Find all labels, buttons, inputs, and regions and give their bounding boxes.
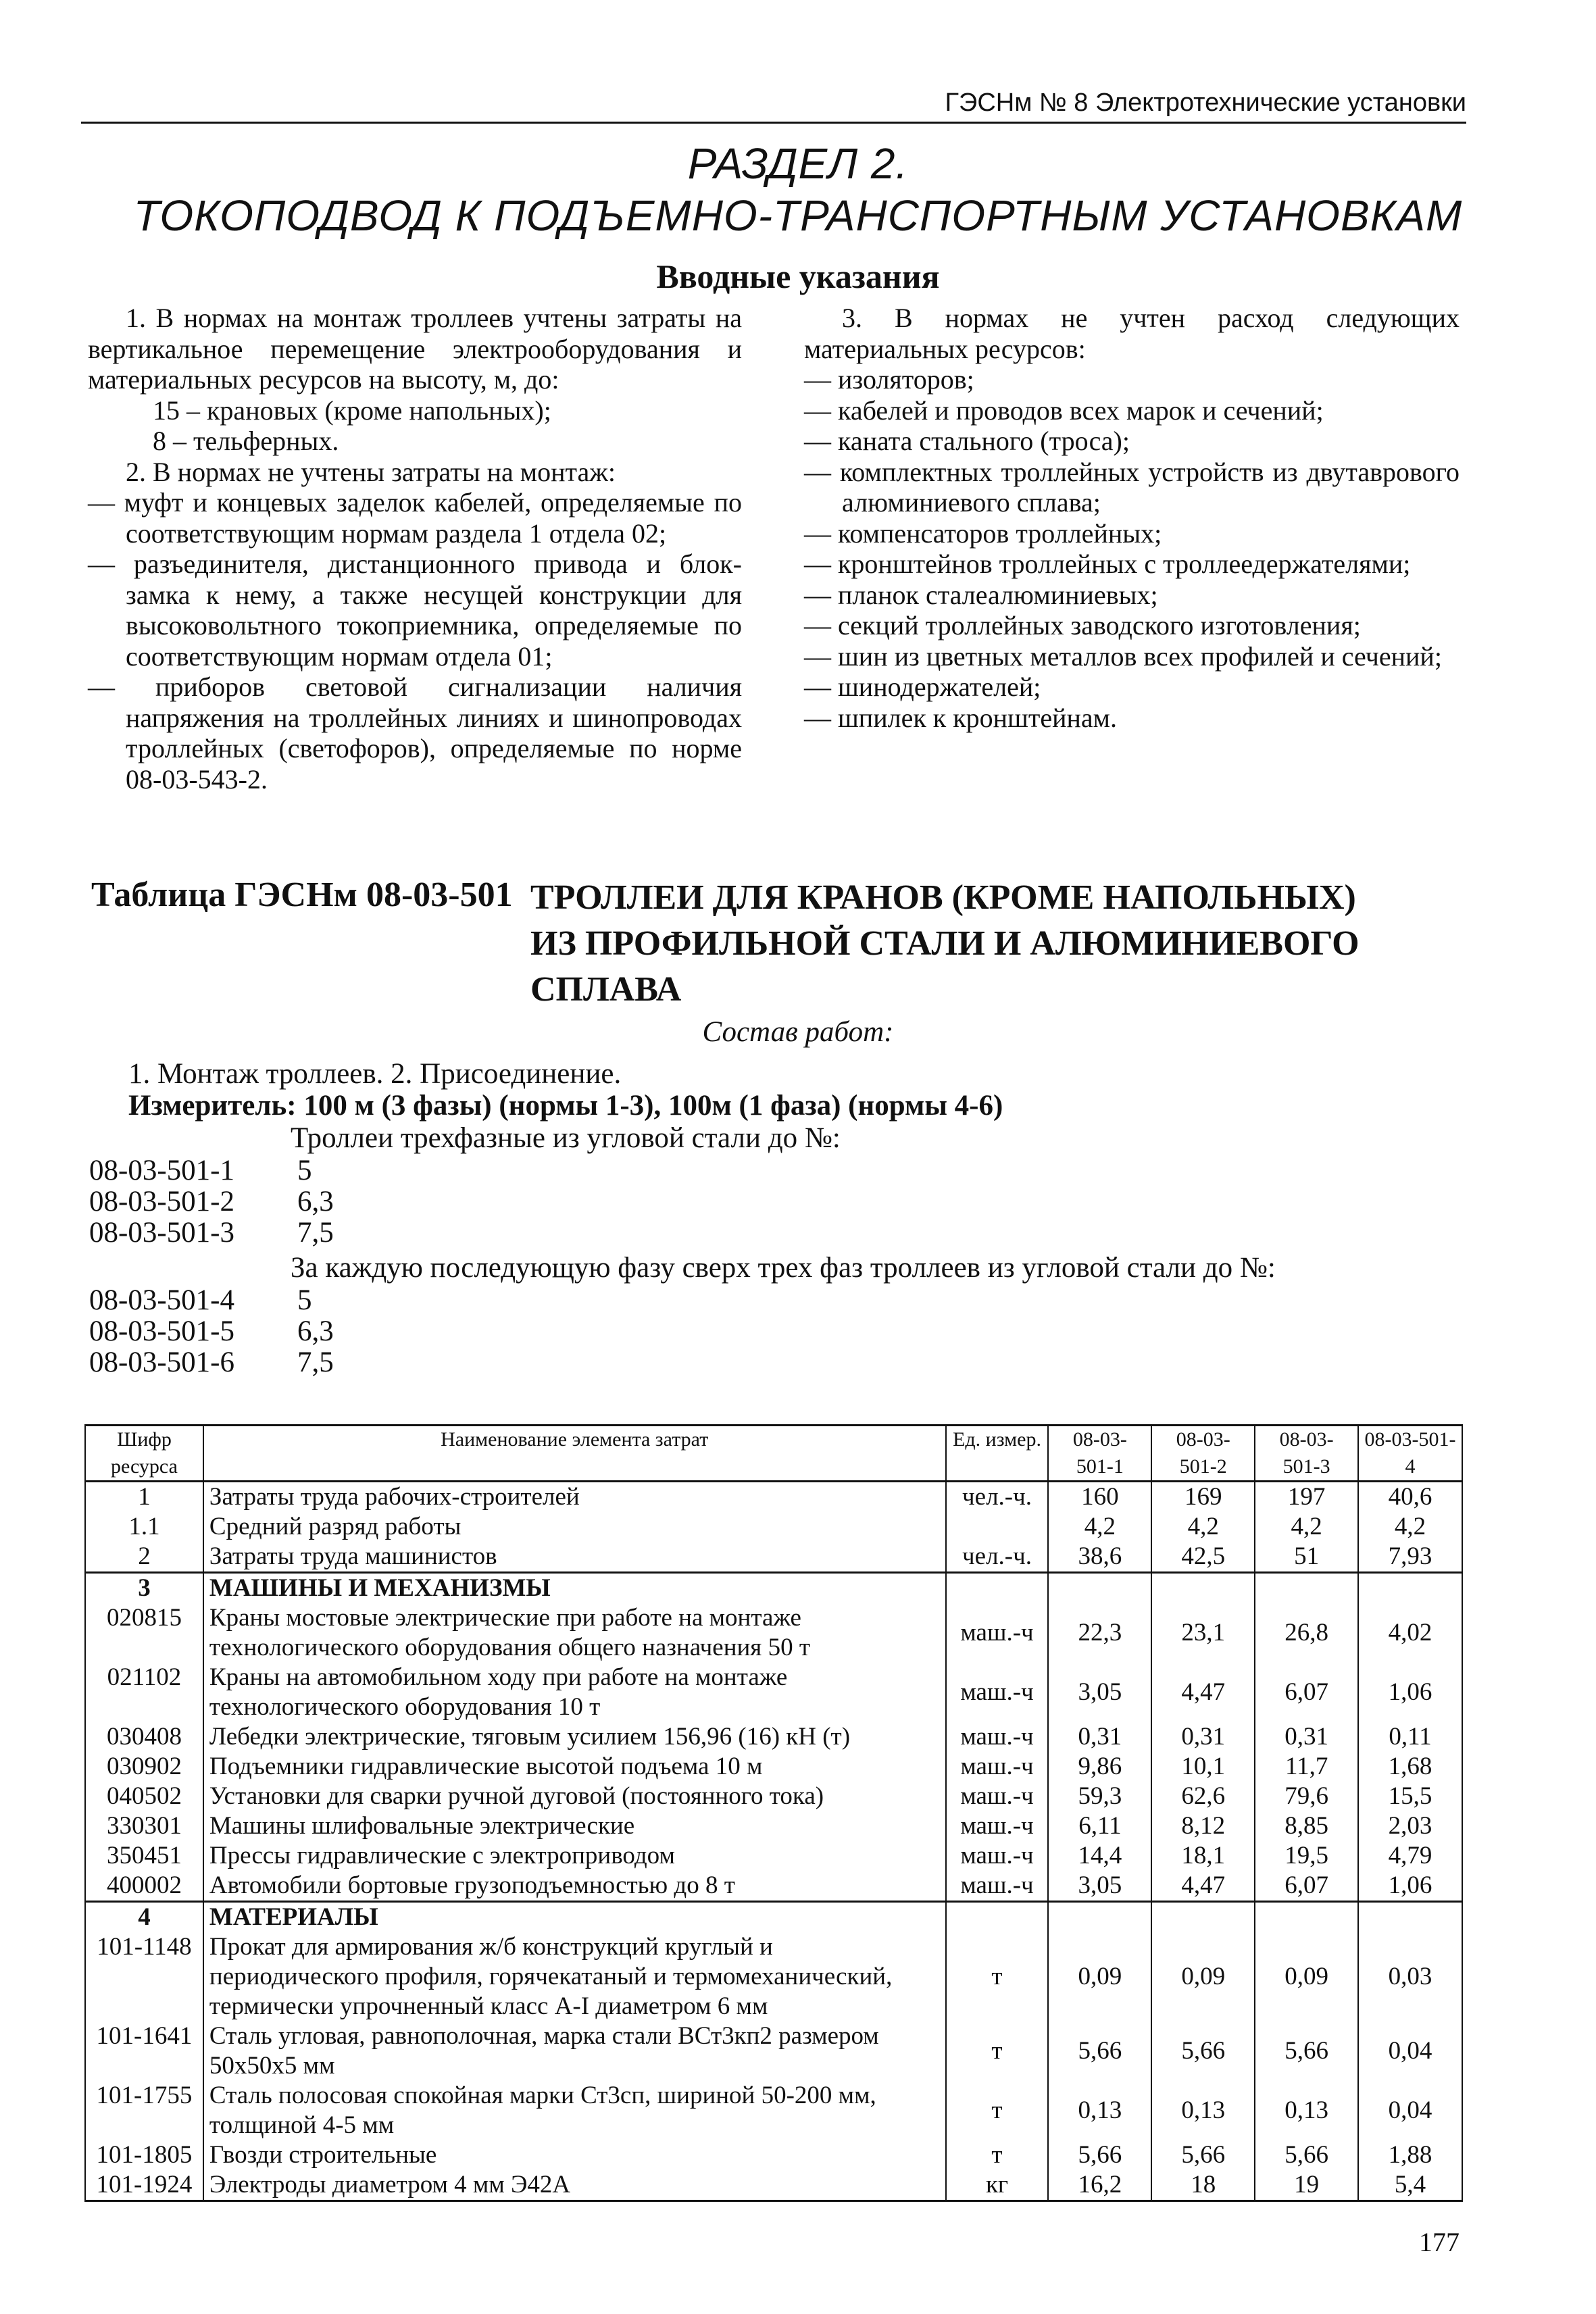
cell-value: 4,2 xyxy=(1048,1512,1151,1542)
intro-heading: Вводные указания xyxy=(656,257,940,295)
table-row xyxy=(85,1811,1462,1841)
cell-value: 0,11 xyxy=(1358,1722,1462,1752)
resource-table xyxy=(84,1424,1463,2202)
section-subtitle: ТОКОПОДВОД К ПОДЪЕМНО-ТРАНСПОРТНЫМ УСТАНОВКАМ xyxy=(133,191,1463,240)
cell-unit: чел.-ч. xyxy=(946,1542,1049,1573)
table-title: ТРОЛЛЕИ ДЛЯ КРАНОВ (КРОМЕ НАПОЛЬНЫХ) ИЗ ПРОФИЛЬНОЙ СТАЛИ И АЛЮМИНИЕВОГО СПЛАВА xyxy=(530,878,1360,1009)
norm-code: 08-03-501-4 xyxy=(89,1284,234,1316)
cell-value: 4,2 xyxy=(1151,1512,1255,1542)
col-header-c4: 08-03-501-4 xyxy=(1358,1426,1462,1482)
cell-value: 4,47 xyxy=(1151,1663,1255,1722)
cell-unit xyxy=(946,1512,1049,1542)
cell-value: 6,11 xyxy=(1048,1811,1151,1841)
material-exclusion-item: — шин из цветных металлов всех профилей и сечений; xyxy=(804,640,1442,672)
norm-size-value: 6,3 xyxy=(297,1315,334,1347)
cell-name: Гвозди строительные xyxy=(203,2140,946,2170)
table-row xyxy=(85,1603,1462,1663)
cell-code: 030902 xyxy=(85,1752,203,1782)
cell-value xyxy=(1358,1902,1462,1933)
cell-unit: т xyxy=(946,2021,1049,2081)
table-row xyxy=(85,2081,1462,2140)
cell-unit: маш.-ч xyxy=(946,1663,1049,1722)
cell-value: 10,1 xyxy=(1151,1752,1255,1782)
cell-name: МАШИНЫ И МЕХАНИЗМЫ xyxy=(203,1573,946,1604)
meter-line: Измеритель: 100 м (3 фазы) (нормы 1-3), 100м (1 фаза) (нормы 4-6) xyxy=(128,1090,1003,1122)
cell-value: 51 xyxy=(1255,1542,1358,1573)
norm-size-value: 5 xyxy=(297,1284,312,1316)
paragraph-1a: 15 – крановых (кроме напольных); xyxy=(153,395,551,426)
cell-value xyxy=(1048,1573,1151,1604)
cell-code: 101-1641 xyxy=(85,2021,203,2081)
cell-value: 6,07 xyxy=(1255,1663,1358,1722)
cell-value: 42,5 xyxy=(1151,1542,1255,1573)
cell-code: 030408 xyxy=(85,1722,203,1752)
material-exclusion-item: — шпилек к кронштейнам. xyxy=(804,702,1117,733)
cell-value xyxy=(1358,1573,1462,1604)
cell-code: 1 xyxy=(85,1482,203,1513)
cell-value: 14,4 xyxy=(1048,1841,1151,1871)
cell-value: 22,3 xyxy=(1048,1603,1151,1663)
cell-name: Сталь полосовая спокойная марки Ст3сп, шириной 50-200 мм, толщиной 4-5 мм xyxy=(203,2081,946,2140)
cell-value: 18,1 xyxy=(1151,1841,1255,1871)
paragraph-2: 2. В нормах не учтены затраты на монтаж: xyxy=(126,456,616,487)
cell-value: 0,04 xyxy=(1358,2081,1462,2140)
paragraph-1: 1. В нормах на монтаж троллеев учтены затраты на вертикальное перемещение электрооборудования и материальных ресурсов на высоту, м, до: xyxy=(88,303,742,395)
group-1-heading: Троллеи трехфазные из угловой стали до №: xyxy=(291,1122,841,1154)
cell-code: 101-1755 xyxy=(85,2081,203,2140)
work-composition-heading: Состав работ: xyxy=(702,1016,894,1048)
cell-value: 18 xyxy=(1151,2170,1255,2201)
group-2-heading: За каждую последующую фазу сверх трех фаз троллеев из угловой стали до №: xyxy=(291,1252,1276,1284)
norm-size-value: 7,5 xyxy=(297,1217,334,1249)
norm-code: 08-03-501-2 xyxy=(89,1186,234,1217)
paragraph-3: 3. В нормах не учтен расход следующих материальных ресурсов: xyxy=(804,303,1460,364)
material-exclusion-item: — комплектных троллейных устройств из двутаврового алюминиевого сплава; xyxy=(804,456,1460,518)
cell-value: 169 xyxy=(1151,1482,1255,1513)
cell-name: Подъемники гидравлические высотой подъема 10 м xyxy=(203,1752,946,1782)
cell-name: Прессы гидравлические с электроприводом xyxy=(203,1841,946,1871)
col-header-code: Шифр ресурса xyxy=(85,1426,203,1482)
cell-value: 4,79 xyxy=(1358,1841,1462,1871)
cell-unit: маш.-ч xyxy=(946,1782,1049,1811)
material-exclusion-item: — компенсаторов троллейных; xyxy=(804,518,1162,549)
norm-size-value: 6,3 xyxy=(297,1186,334,1217)
cell-value: 0,31 xyxy=(1151,1722,1255,1752)
material-exclusion-item: — шинодержателей; xyxy=(804,672,1041,702)
cell-value xyxy=(1255,1902,1358,1933)
cell-value: 5,66 xyxy=(1048,2021,1151,2081)
cell-value: 5,66 xyxy=(1151,2021,1255,2081)
cell-value: 0,09 xyxy=(1048,1932,1151,2021)
cell-name: Машины шлифовальные электрические xyxy=(203,1811,946,1841)
cell-code: 101-1148 xyxy=(85,1932,203,2021)
cell-code: 1.1 xyxy=(85,1512,203,1542)
norm-size-value: 7,5 xyxy=(297,1347,334,1378)
cell-name: Краны на автомобильном ходу при работе на монтаже технологического оборудования 10 т xyxy=(203,1663,946,1722)
cell-unit xyxy=(946,1573,1049,1604)
table-row xyxy=(85,1573,1462,1604)
cell-value: 62,6 xyxy=(1151,1782,1255,1811)
cell-value xyxy=(1048,1902,1151,1933)
table-row xyxy=(85,1482,1462,1513)
cell-value: 1,88 xyxy=(1358,2140,1462,2170)
cell-value: 1,06 xyxy=(1358,1871,1462,1902)
table-row xyxy=(85,1542,1462,1573)
cell-unit: маш.-ч xyxy=(946,1871,1049,1902)
cell-value: 1,06 xyxy=(1358,1663,1462,1722)
cell-unit: маш.-ч xyxy=(946,1752,1049,1782)
cell-value: 26,8 xyxy=(1255,1603,1358,1663)
cell-unit: кг xyxy=(946,2170,1049,2201)
table-row xyxy=(85,1512,1462,1542)
table-row xyxy=(85,2021,1462,2081)
cell-value: 4,47 xyxy=(1151,1871,1255,1902)
cell-unit: чел.-ч. xyxy=(946,1482,1049,1513)
cell-name: Электроды диаметром 4 мм Э42А xyxy=(203,2170,946,2201)
col-header-c2: 08-03-501-2 xyxy=(1151,1426,1255,1482)
col-header-name: Наименование элемента затрат xyxy=(203,1426,946,1482)
table-row xyxy=(85,1871,1462,1902)
table-row xyxy=(85,1902,1462,1933)
cell-value: 11,7 xyxy=(1255,1752,1358,1782)
cell-code: 101-1805 xyxy=(85,2140,203,2170)
material-exclusion-item: — изоляторов; xyxy=(804,364,974,395)
cell-name: Сталь угловая, равнополочная, марка стали ВСт3кп2 размером 50х50х5 мм xyxy=(203,2021,946,2081)
paragraph-1b: 8 – тельферных. xyxy=(153,426,339,456)
table-row xyxy=(85,1752,1462,1782)
cell-code: 3 xyxy=(85,1573,203,1604)
section-title: РАЗДЕЛ 2. xyxy=(687,139,909,188)
cell-value: 59,3 xyxy=(1048,1782,1151,1811)
table-row xyxy=(85,1841,1462,1871)
table-row xyxy=(85,1782,1462,1811)
cell-value: 4,2 xyxy=(1358,1512,1462,1542)
cell-value: 5,66 xyxy=(1255,2021,1358,2081)
material-exclusion-item: — кронштейнов троллейных с троллеедержателями; xyxy=(804,549,1411,579)
cell-code: 4 xyxy=(85,1902,203,1933)
cell-name: Лебедки электрические, тяговым усилием 156,96 (16) кН (т) xyxy=(203,1722,946,1752)
cell-unit: т xyxy=(946,2140,1049,2170)
cell-value: 0,09 xyxy=(1255,1932,1358,2021)
cell-value: 1,68 xyxy=(1358,1752,1462,1782)
cell-value: 4,2 xyxy=(1255,1512,1358,1542)
cell-name: Автомобили бортовые грузоподъемностью до 8 т xyxy=(203,1871,946,1902)
cell-value: 40,6 xyxy=(1358,1482,1462,1513)
norm-code: 08-03-501-1 xyxy=(89,1155,234,1186)
cell-value: 8,12 xyxy=(1151,1811,1255,1841)
right-column xyxy=(804,303,1460,733)
cell-value: 16,2 xyxy=(1048,2170,1151,2201)
cell-value: 0,04 xyxy=(1358,2021,1462,2081)
cell-value: 0,13 xyxy=(1048,2081,1151,2140)
page-number: 177 xyxy=(1419,2227,1460,2257)
cell-value: 38,6 xyxy=(1048,1542,1151,1573)
cell-name: Прокат для армирования ж/б конструкций круглый и периодического профиля, горячекатаный и термомеханический, термически упрочненный класс А-I диаметром 6 мм xyxy=(203,1932,946,2021)
cell-value: 0,31 xyxy=(1255,1722,1358,1752)
table-row xyxy=(85,2140,1462,2170)
cell-value: 3,05 xyxy=(1048,1871,1151,1902)
cell-value xyxy=(1151,1902,1255,1933)
cell-code: 021102 xyxy=(85,1663,203,1722)
table-row xyxy=(85,1932,1462,2021)
table-header-row xyxy=(85,1426,1462,1482)
cell-name: Затраты труда машинистов xyxy=(203,1542,946,1573)
cell-name: Средний разряд работы xyxy=(203,1512,946,1542)
cell-name: МАТЕРИАЛЫ xyxy=(203,1902,946,1933)
cell-value: 0,13 xyxy=(1255,2081,1358,2140)
col-header-c1: 08-03-501-1 xyxy=(1048,1426,1151,1482)
cell-value: 0,03 xyxy=(1358,1932,1462,2021)
cell-unit: т xyxy=(946,2081,1049,2140)
cell-value: 7,93 xyxy=(1358,1542,1462,1573)
cell-value: 15,5 xyxy=(1358,1782,1462,1811)
cell-value: 5,66 xyxy=(1255,2140,1358,2170)
norm-code: 08-03-501-5 xyxy=(89,1315,234,1347)
cell-code: 040502 xyxy=(85,1782,203,1811)
cell-value: 0,09 xyxy=(1151,1932,1255,2021)
cell-value: 5,66 xyxy=(1048,2140,1151,2170)
cell-value: 2,03 xyxy=(1358,1811,1462,1841)
left-column xyxy=(88,303,742,795)
cell-value xyxy=(1151,1573,1255,1604)
works-list: 1. Монтаж троллеев. 2. Присоединение. xyxy=(128,1058,622,1090)
cell-code: 2 xyxy=(85,1542,203,1573)
cell-value: 0,31 xyxy=(1048,1722,1151,1752)
material-exclusion-item: — секций троллейных заводского изготовления; xyxy=(804,610,1361,640)
cell-name: Затраты труда рабочих-строителей xyxy=(203,1482,946,1513)
cell-value: 19 xyxy=(1255,2170,1358,2201)
cell-unit: маш.-ч xyxy=(946,1811,1049,1841)
cell-name: Краны мостовые электрические при работе на монтаже технологического оборудования общего назначения 50 т xyxy=(203,1603,946,1663)
cell-code: 330301 xyxy=(85,1811,203,1841)
cell-unit: т xyxy=(946,1932,1049,2021)
cell-value: 23,1 xyxy=(1151,1603,1255,1663)
cell-unit: маш.-ч xyxy=(946,1841,1049,1871)
cell-name: Установки для сварки ручной дуговой (постоянного тока) xyxy=(203,1782,946,1811)
table-row xyxy=(85,1663,1462,1722)
cell-value: 79,6 xyxy=(1255,1782,1358,1811)
material-exclusion-item: — каната стального (троса); xyxy=(804,426,1130,456)
table-row xyxy=(85,1722,1462,1752)
dash-item-3: — приборов световой сигнализации наличия напряжения на троллейных линиях и шинопроводах троллейных (светофоров), определяемые по норме 08-03-543-2. xyxy=(88,672,742,795)
cell-value: 5,4 xyxy=(1358,2170,1462,2201)
col-header-c3: 08-03-501-3 xyxy=(1255,1426,1358,1482)
cell-code: 101-1924 xyxy=(85,2170,203,2201)
cell-value: 19,5 xyxy=(1255,1841,1358,1871)
cell-value: 160 xyxy=(1048,1482,1151,1513)
cell-value xyxy=(1255,1573,1358,1604)
header-text: ГЭСНм № 8 Электротехнические установки xyxy=(945,89,1466,117)
table-row xyxy=(85,2170,1462,2201)
norm-code: 08-03-501-6 xyxy=(89,1347,234,1378)
cell-value: 8,85 xyxy=(1255,1811,1358,1841)
cell-value: 3,05 xyxy=(1048,1663,1151,1722)
cell-value: 197 xyxy=(1255,1482,1358,1513)
cell-code: 350451 xyxy=(85,1841,203,1871)
material-exclusion-item: — кабелей и проводов всех марок и сечений; xyxy=(804,395,1324,426)
cell-unit xyxy=(946,1902,1049,1933)
cell-value: 0,13 xyxy=(1151,2081,1255,2140)
cell-value: 5,66 xyxy=(1151,2140,1255,2170)
dash-item-1: — муфт и концевых заделок кабелей, определяемые по соответствующим нормам раздела 1 отдела 02; xyxy=(88,487,742,549)
norm-code: 08-03-501-3 xyxy=(89,1217,234,1249)
col-header-unit: Ед. измер. xyxy=(946,1426,1049,1482)
cell-unit: маш.-ч xyxy=(946,1603,1049,1663)
norm-size-value: 5 xyxy=(297,1155,312,1186)
cell-value: 9,86 xyxy=(1048,1752,1151,1782)
material-exclusion-item: — планок сталеалюминиевых; xyxy=(804,579,1158,610)
table-label: Таблица ГЭСНм 08-03-501 xyxy=(91,876,513,914)
dash-item-2: — разъединителя, дистанционного привода и блок-замка к нему, а также несущей конструкции для высоковольтного токоприемника, определяемые по соответствующим нормам отдела 01; xyxy=(88,549,742,672)
cell-unit: маш.-ч xyxy=(946,1722,1049,1752)
running-header xyxy=(81,86,1466,124)
cell-code: 400002 xyxy=(85,1871,203,1902)
cell-value: 4,02 xyxy=(1358,1603,1462,1663)
cell-code: 020815 xyxy=(85,1603,203,1663)
cell-value: 6,07 xyxy=(1255,1871,1358,1902)
